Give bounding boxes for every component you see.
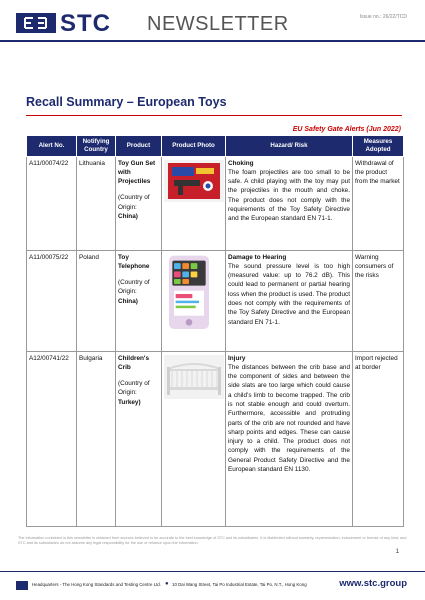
table-header-row [27, 136, 404, 157]
header-product: Product [116, 136, 162, 157]
toy-telephone-photo [164, 254, 214, 331]
product-cell [116, 352, 162, 527]
photo-cell [162, 157, 226, 251]
product-name: Children's Crib [118, 354, 149, 371]
hazard-cell [226, 352, 353, 527]
header-measures: Measures Adopted [353, 136, 404, 157]
hazard-description: The distances between the crib base and the component of sides and between the side slats are too large which could cause a child’s limb to become trapped. The crib is not stable enough and could overturn. Furthermore, accessible and protruding parts of the crib are not rounded and have sharp points and edges. These can cause injury to a child. The product does not comply with the requirements of the General Product Safety Directive and the European standard EN 1130. [228, 363, 350, 473]
page-number: 1 [395, 549, 399, 555]
product-cell [116, 157, 162, 251]
table-row [27, 352, 404, 527]
header-alert-no: Alert No. [27, 136, 77, 157]
hazard-description: The foam projectiles are too small to be safe. A child playing with the toy may put the projectiles in the mouth and choke. The product does not comply with the requirements of the Toy Safety Directive and the European standard EN 71-1. [228, 168, 350, 223]
header-rule [0, 40, 425, 42]
recall-table [26, 135, 404, 527]
origin-label: (Country of Origin: [118, 380, 150, 397]
page-footer [0, 572, 425, 600]
country-cell: Bulgaria [77, 352, 116, 527]
disclaimer: The information contained in this newsletter is obtained from sources believed to be accurate to the best knowledge of STC and its subsidiaries. It is distributed without warranty, representation, inducement or license of any kind, and STC and its subsidiaries do not assume any legal responsibility for the use or reliance upon the information. [18, 536, 407, 546]
stc-logo-text: STC [60, 10, 111, 37]
product-cell [116, 251, 162, 352]
hazard-heading: Damage to Hearing [228, 253, 287, 261]
origin-country: Turkey) [118, 398, 141, 406]
hazard-cell [226, 157, 353, 251]
title-underline [26, 115, 402, 116]
hazard-heading: Injury [228, 354, 246, 362]
stc-logo-icon [16, 13, 56, 33]
origin-label: (Country of Origin: [118, 194, 150, 211]
header-notifying-country: Notifying Country [77, 136, 116, 157]
alert-no-cell: A11/00075/22 [27, 251, 77, 352]
headquarters-text: Headquarters - The Hong Kong Standards and Testing Centre Ltd. [32, 582, 161, 587]
alert-title: EU Safety Gate Alerts (Jun 2022) [292, 126, 401, 133]
photo-cell [162, 251, 226, 352]
newsletter-title: NEWSLETTER [147, 13, 289, 35]
issue-number: Issue no.: 26/22/TCD [359, 14, 407, 20]
origin-label: (Country of Origin: [118, 279, 150, 296]
header-hazard-risk: Hazard/ Risk [226, 136, 353, 157]
table-row [27, 251, 404, 352]
hazard-description: The sound pressure level is too high (measured value: up to 76.2 dB). This could lead to permanent or partial hearing loss when the product is used. The product does not comply with the requirements of the Toy Safety Directive and the European standard EN 71-1. [228, 262, 350, 326]
measures-cell: Warning consumers of the risks [353, 251, 404, 352]
stc-logo-mark [16, 13, 56, 33]
alert-no-cell: A11/00074/22 [27, 157, 77, 251]
address-text: 10 Dai Wang Street, Tai Po Industrial Estate, Tai Po, N.T., Hong Kong [172, 582, 307, 587]
photo-cell [162, 352, 226, 527]
toy-gun-set-photo [164, 160, 224, 202]
newsletter-header [0, 0, 425, 42]
location-pin-icon: ● [165, 581, 169, 587]
origin-country: China) [118, 297, 138, 305]
product-name: Toy Telephone [118, 253, 150, 270]
page-title: Recall Summary – European Toys [26, 95, 227, 109]
product-name: Toy Gun Set with Projectiles [118, 159, 156, 186]
measures-cell: Withdrawal of the product from the market [353, 157, 404, 251]
country-cell: Lithuania [77, 157, 116, 251]
measures-cell: Import rejected at border [353, 352, 404, 527]
website-link[interactable]: www.stc.group [339, 578, 407, 589]
header-product-photo: Product Photo [162, 136, 226, 157]
stc-footer-logo-icon [16, 581, 28, 590]
alert-no-cell: A12/00741/22 [27, 352, 77, 527]
origin-country: China) [118, 213, 138, 221]
table-row [27, 157, 404, 251]
hazard-heading: Choking [228, 159, 254, 167]
hazard-cell [226, 251, 353, 352]
children-crib-photo [164, 355, 224, 399]
country-cell: Poland [77, 251, 116, 352]
